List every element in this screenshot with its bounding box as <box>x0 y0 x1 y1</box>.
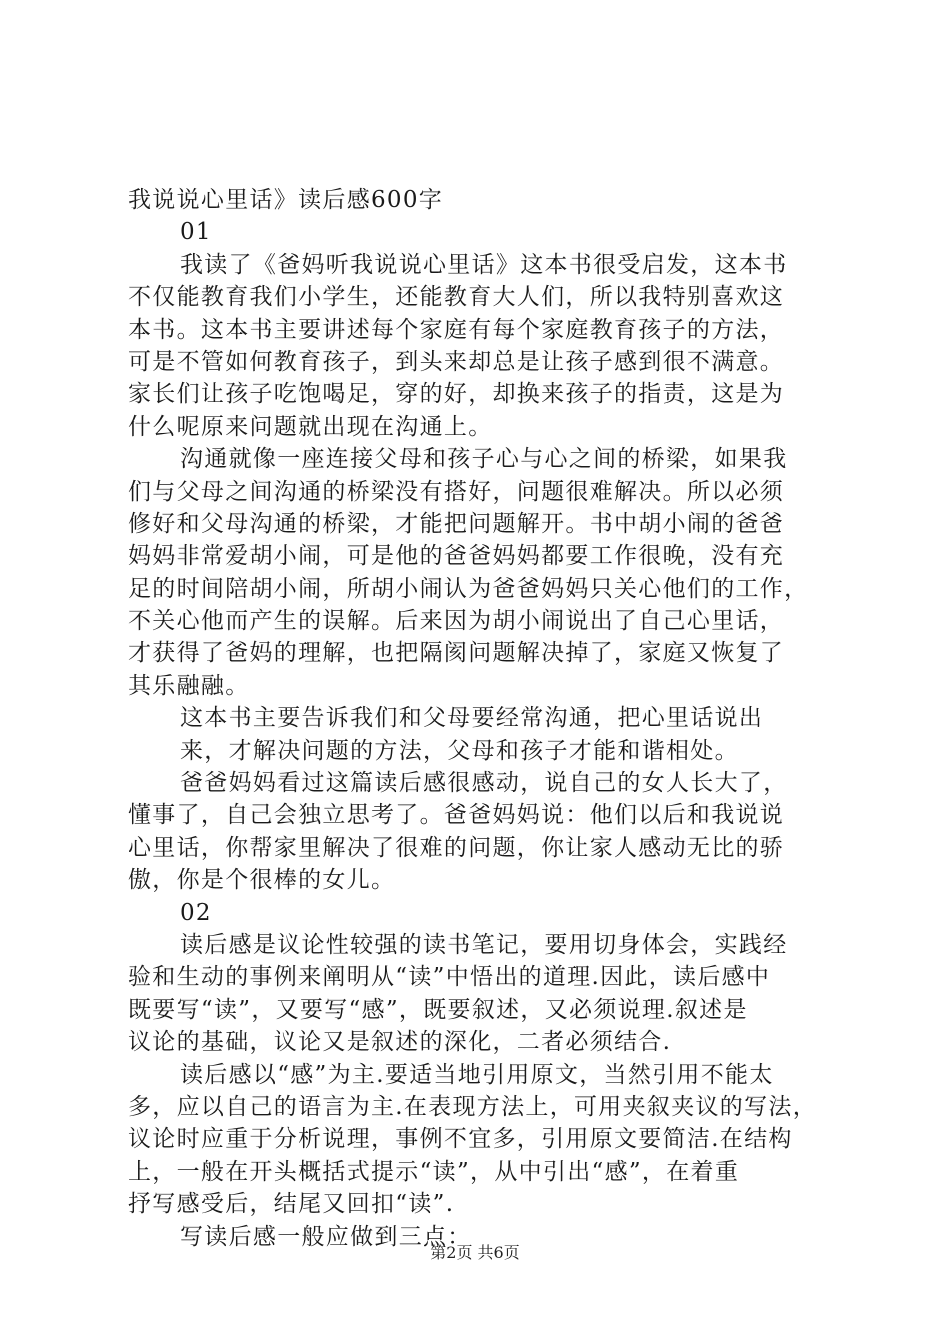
text-line: 02 <box>180 899 212 926</box>
text-line: 懂事了，自己会独立思考了。爸爸妈妈说：他们以后和我说说 <box>128 802 785 829</box>
text-line: 读后感以“感”为主.要适当地引用原文，当然引用不能太 <box>180 1061 774 1088</box>
text-line: 上，一般在开头概括式提示“读”，从中引出“感”，在着重 <box>128 1158 740 1185</box>
text-line: 可是不管如何教育孩子，到头来却总是让孩子感到很不满意。 <box>128 348 785 375</box>
text-line: 验和生动的事例来阐明从“读”中悟出的道理.因此，读后感中 <box>128 964 771 991</box>
text-line: 既要写“读”，又要写“感”，既要叙述，又必须说理.叙述是 <box>128 996 748 1023</box>
text-line: 读后感是议论性较强的读书笔记，要用切身体会，实践经 <box>180 931 788 958</box>
text-line: 足的时间陪胡小闹，所胡小闹认为爸爸妈妈只关心他们的工作， <box>128 575 809 602</box>
text-line: 议论的基础，议论又是叙述的深化，二者必须结合. <box>128 1029 672 1056</box>
text-line: 这本书主要告诉我们和父母要经常沟通，把心里话说出 <box>180 705 764 732</box>
text-line: 不关心他而产生的误解。后来因为胡小闹说出了自己心里话， <box>128 608 785 635</box>
text-line: 沟通就像一座连接父母和孩子心与心之间的桥梁，如果我 <box>180 446 788 473</box>
text-line: 抒写感受后，结尾又回扣“读”. <box>128 1191 455 1218</box>
text-line: 来，才解决问题的方法，父母和孩子才能和谐相处。 <box>180 737 739 764</box>
text-line: 多，应以自己的语言为主.在表现方法上，可用夹叙夹议的写法， <box>128 1093 818 1120</box>
text-line: 本书。这本书主要讲述每个家庭有每个家庭教育孩子的方法， <box>128 316 785 343</box>
text-line: 01 <box>180 219 212 246</box>
text-line: 我说说心里话》读后感600字 <box>128 187 444 213</box>
text-line: 傲，你是个很棒的女儿。 <box>128 867 396 894</box>
text-line: 不仅能教育我们小学生，还能教育大人们，所以我特别喜欢这 <box>128 284 785 311</box>
text-line: 家长们让孩子吃饱喝足，穿的好，却换来孩子的指责，这是为 <box>128 381 785 408</box>
text-line: 爸爸妈妈看过这篇读后感很感动，说自己的女人长大了， <box>180 770 788 797</box>
document-body <box>128 184 832 1253</box>
text-line: 我读了《爸妈听我说说心里话》这本书很受启发，这本书 <box>180 251 788 278</box>
text-line: 才获得了爸妈的理解，也把隔阂问题解决掉了，家庭又恢复了 <box>128 640 785 667</box>
text-line: 其乐融融。 <box>128 672 250 699</box>
text-line: 议论时应重于分析说理，事例不宜多，引用原文要简洁.在结构 <box>128 1126 793 1153</box>
text-line: 们与父母之间沟通的桥梁没有搭好，问题很难解决。所以必须 <box>128 478 785 505</box>
text-line: 妈妈非常爱胡小闹，可是他的爸爸妈妈都要工作很晚，没有充 <box>128 543 785 570</box>
text-line: 什么呢原来问题就出现在沟通上。 <box>128 413 493 440</box>
text-line: 修好和父母沟通的桥梁，才能把问题解开。书中胡小闹的爸爸 <box>128 510 785 537</box>
page-footer: 第2页 共6页 <box>430 1243 520 1262</box>
text-line: 心里话，你帮家里解决了很难的问题，你让家人感动无比的骄 <box>128 834 785 861</box>
text-line: 写读后感一般应做到三点： <box>180 1223 472 1250</box>
